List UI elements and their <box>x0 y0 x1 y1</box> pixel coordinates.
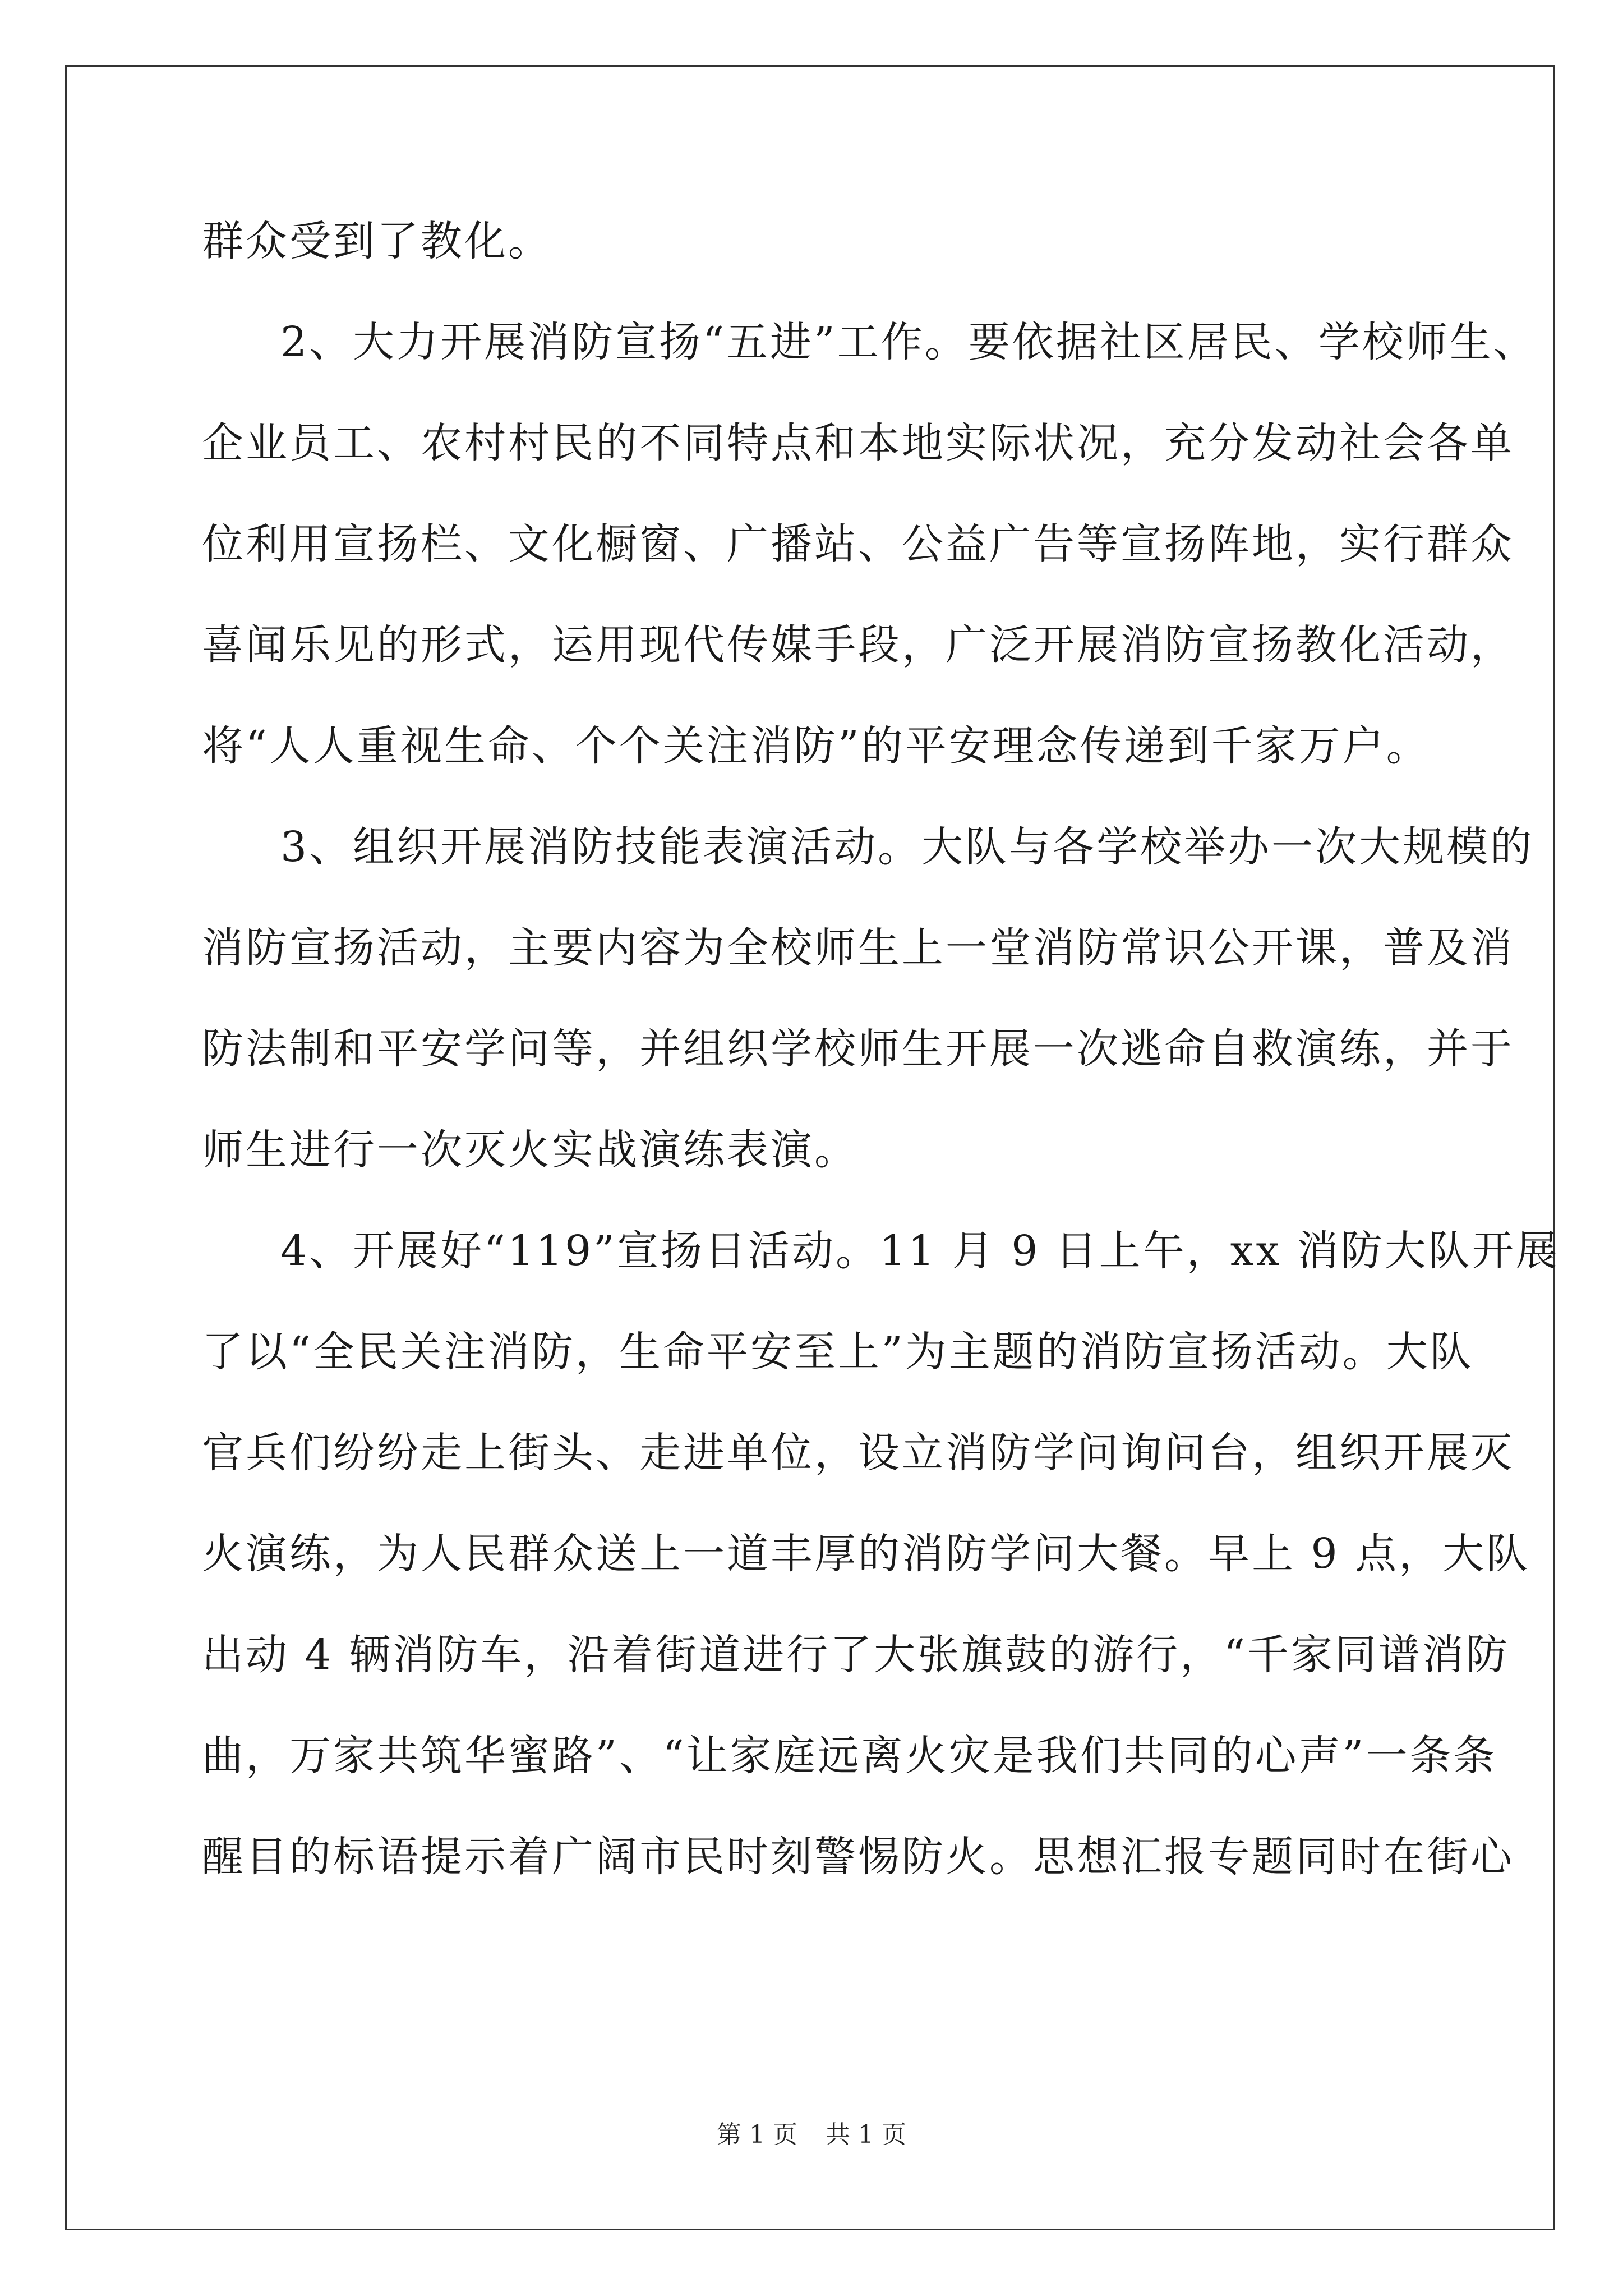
text-line: 4、开展好“119”宣扬日活动。11 月 9 日上午，xx 消防大队开展 <box>280 1227 1560 1275</box>
text-line: 出动 4 辆消防车，沿着街道进行了大张旗鼓的游行，“千家同谱消防 <box>202 1631 1510 1679</box>
page-number-current: 第 1 页 <box>717 2120 797 2149</box>
text-line: 了以“全民关注消防，生命平安至上”为主题的消防宣扬活动。大队 <box>202 1328 1474 1376</box>
text-line: 曲，万家共筑华蜜路”、“让家庭远离火灾是我们共同的心声”一条条 <box>202 1732 1497 1780</box>
page-number-total: 共 1 页 <box>826 2120 906 2149</box>
text-line: 师生进行一次灭火实战演练表演。 <box>202 1126 858 1174</box>
text-line: 火演练，为人民群众送上一道丰厚的消防学问大餐。早上 9 点，大队 <box>202 1530 1530 1578</box>
text-line: 喜闻乐见的形式，运用现代传媒手段，广泛开展消防宣扬教化活动， <box>202 621 1514 669</box>
page-footer <box>0 2118 1623 2152</box>
text-line: 防法制和平安学问等，并组织学校师生开展一次逃命自救演练，并于 <box>202 1025 1514 1073</box>
text-line: 企业员工、农村村民的不同特点和本地实际状况，充分发动社会各单 <box>202 419 1514 467</box>
text-line: 位利用宣扬栏、文化橱窗、广播站、公益广告等宣扬阵地，实行群众 <box>202 520 1514 568</box>
text-line: 将“人人重视生命、个个关注消防”的平安理念传递到千家万户。 <box>202 722 1430 770</box>
text-line: 醒目的标语提示着广阔市民时刻警惕防火。思想汇报专题同时在街心 <box>202 1833 1514 1881</box>
text-line: 消防宣扬活动，主要内容为全校师生上一堂消防常识公开课，普及消 <box>202 924 1514 972</box>
text-line: 2、大力开展消防宣扬“五进”工作。要依据社区居民、学校师生、 <box>280 318 1537 366</box>
text-line: 官兵们纷纷走上街头、走进单位，设立消防学问询问台，组织开展灭 <box>202 1429 1514 1477</box>
text-line: 群众受到了教化。 <box>202 217 552 265</box>
text-line: 3、组织开展消防技能表演活动。大队与各学校举办一次大规模的 <box>280 823 1534 871</box>
